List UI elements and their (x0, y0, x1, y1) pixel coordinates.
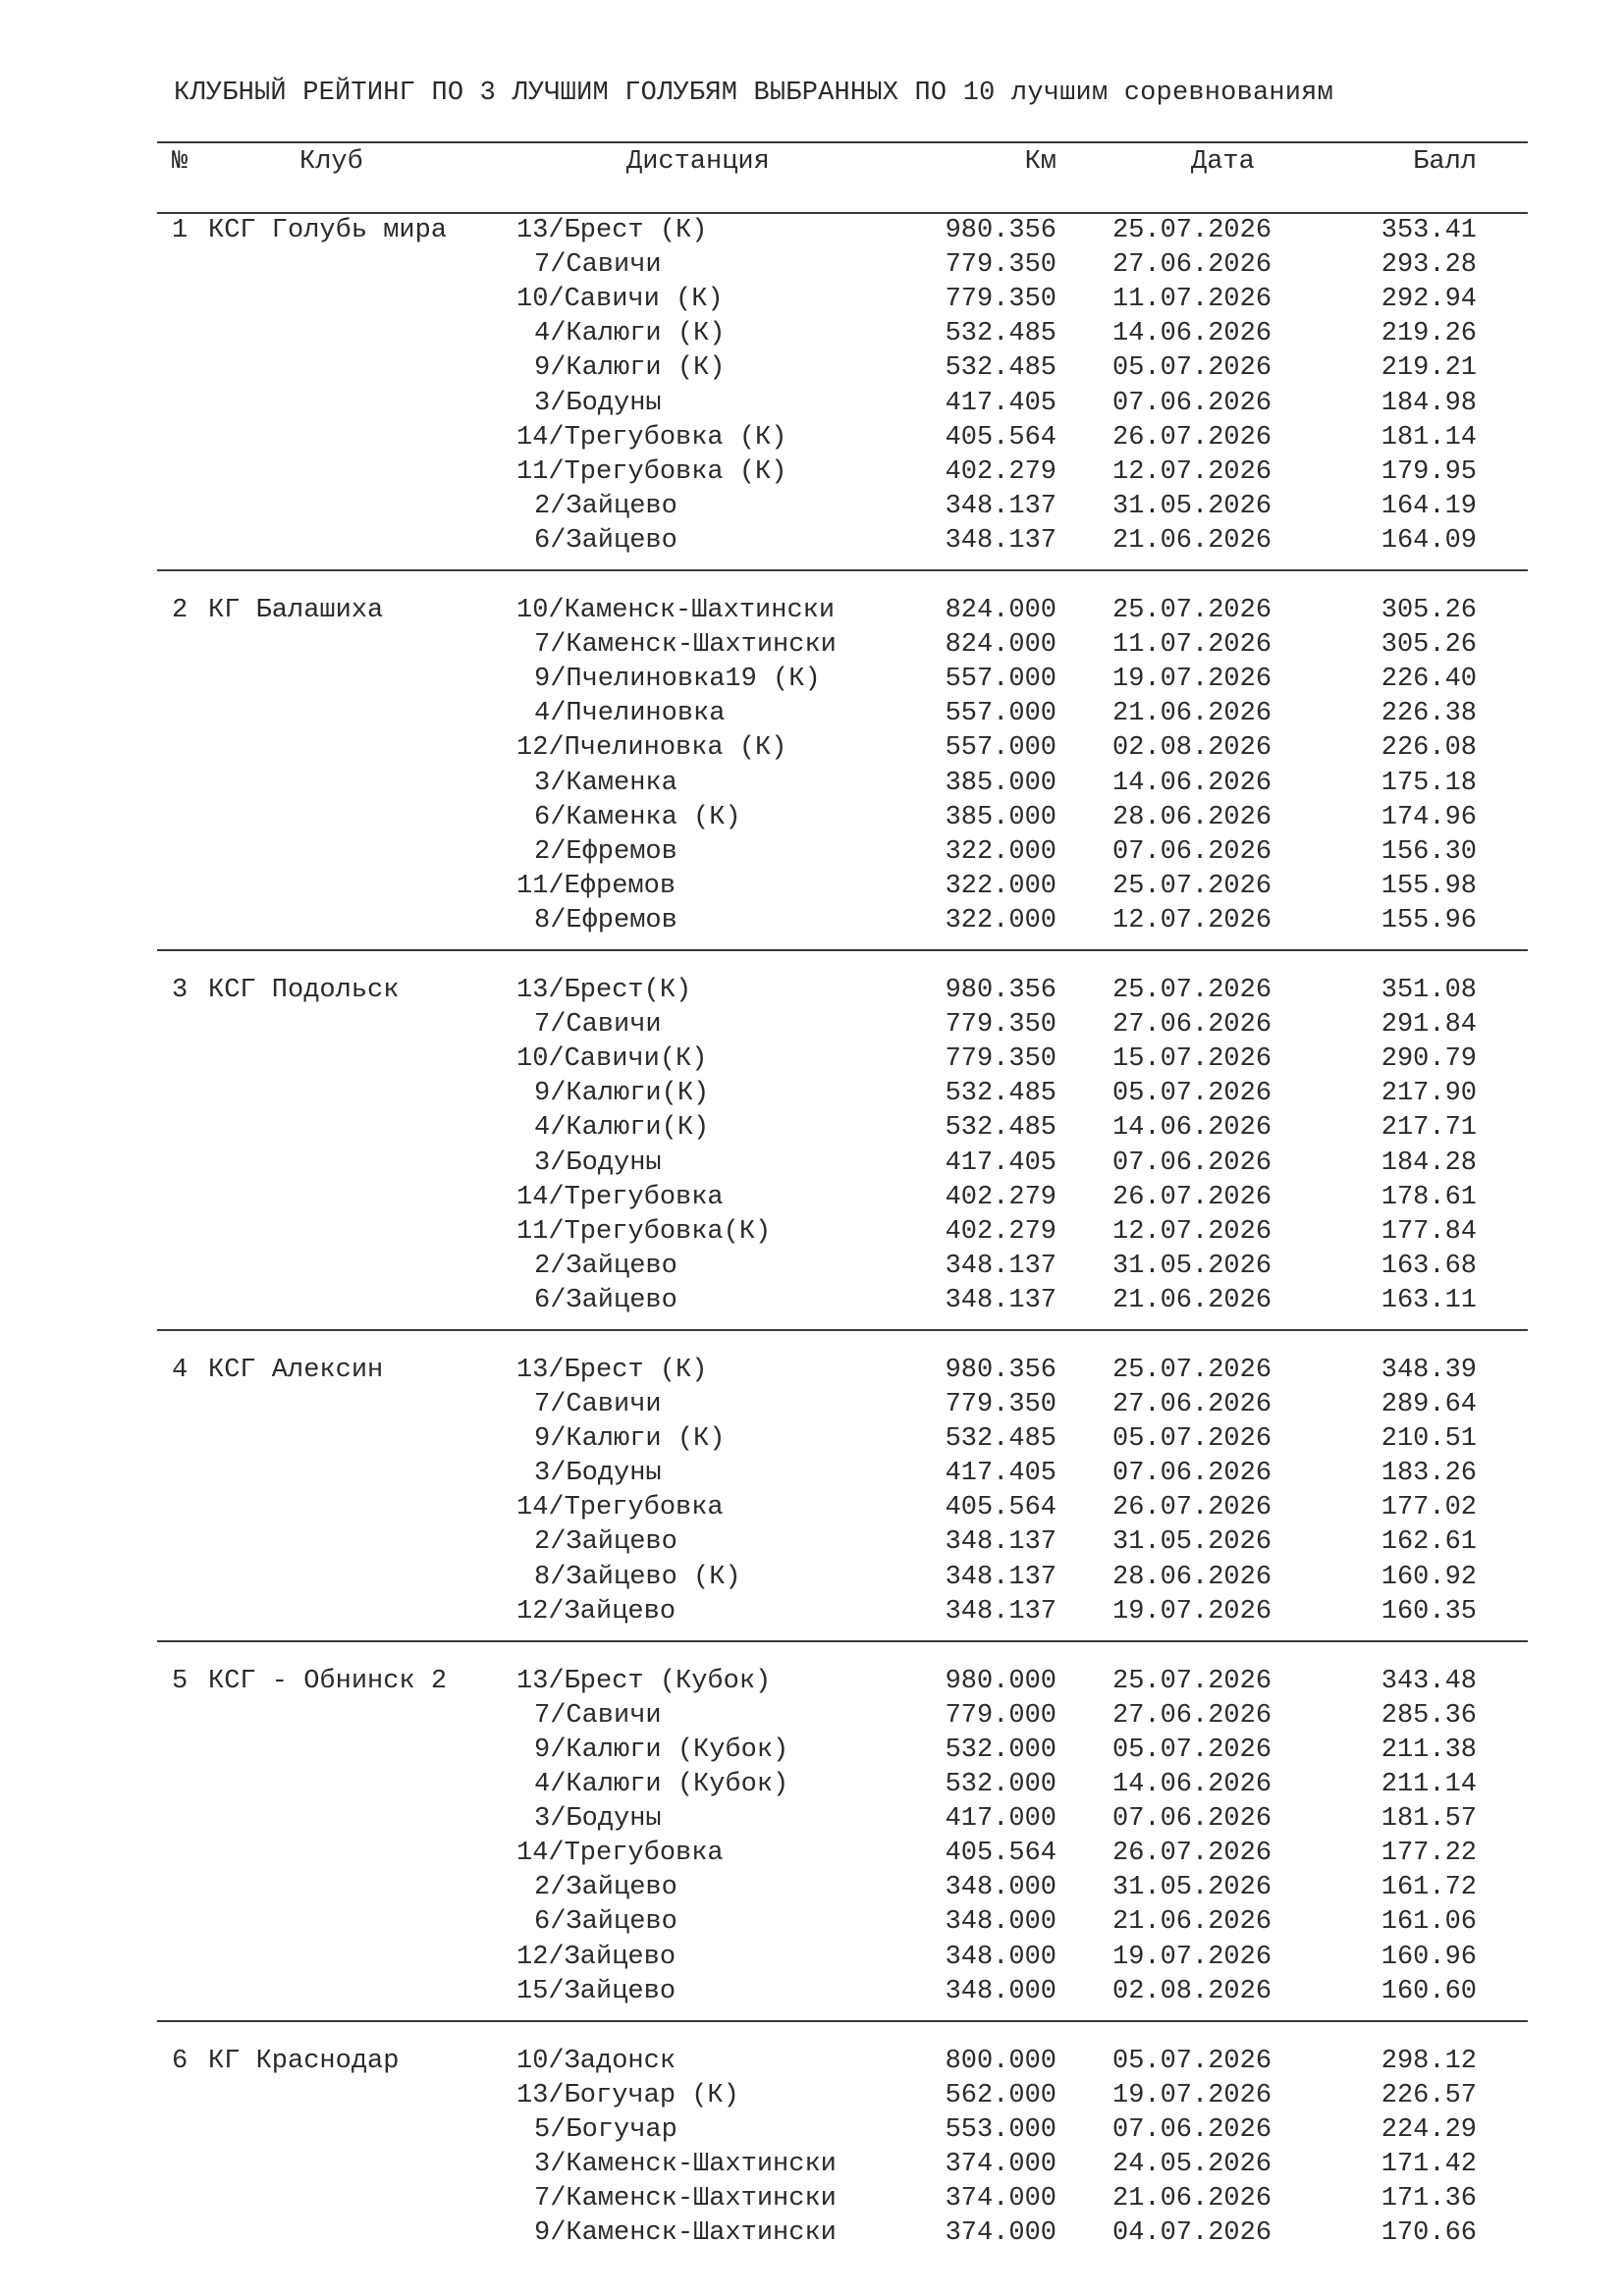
race-date: 02.08.2026 (1112, 1977, 1272, 2006)
table-row (0, 1943, 1624, 1977)
race-points: 155.98 (1380, 872, 1477, 901)
header-distance: Дистанция (626, 147, 770, 177)
race-points: 164.09 (1380, 526, 1477, 556)
race-km: 374.000 (945, 2150, 1056, 2179)
race-distance: 11/Трегубовка(К) (516, 1217, 772, 1247)
race-km: 348.000 (945, 1873, 1056, 1902)
race-distance: 9/Калюги (Кубок) (534, 1735, 789, 1765)
race-points: 211.14 (1380, 1770, 1477, 1799)
race-km: 557.000 (945, 699, 1056, 728)
race-date: 14.06.2026 (1112, 769, 1272, 798)
race-date: 21.06.2026 (1112, 2184, 1272, 2214)
race-points: 217.90 (1380, 1079, 1477, 1108)
race-points: 351.08 (1380, 976, 1477, 1005)
header-date: Дата (1191, 147, 1255, 177)
race-km: 348.137 (945, 1597, 1056, 1627)
race-km: 348.000 (945, 1977, 1056, 2006)
club-separator-rule (157, 1329, 1528, 1331)
race-distance: 7/Савичи (534, 250, 662, 280)
table-row (0, 1563, 1624, 1597)
race-distance: 2/Зайцево (534, 492, 677, 521)
table-row (0, 389, 1624, 423)
table-row (0, 665, 1624, 699)
race-distance: 3/Каменка (534, 769, 677, 798)
race-km: 417.000 (945, 1804, 1056, 1834)
race-points: 160.35 (1380, 1597, 1477, 1627)
race-km: 385.000 (945, 803, 1056, 832)
race-date: 19.07.2026 (1112, 665, 1272, 694)
race-points: 289.64 (1380, 1390, 1477, 1419)
race-points: 181.14 (1380, 423, 1477, 453)
table-row (0, 216, 1624, 250)
race-points: 219.26 (1380, 319, 1477, 348)
race-points: 305.26 (1380, 596, 1477, 625)
club-name: КСГ - Обнинск 2 (208, 1667, 448, 1696)
race-points: 161.72 (1380, 1873, 1477, 1902)
race-points: 217.71 (1380, 1113, 1477, 1143)
race-km: 779.350 (945, 1044, 1056, 1074)
race-km: 779.350 (945, 250, 1056, 280)
table-row (0, 1770, 1624, 1804)
table-row (0, 1597, 1624, 1631)
table-row (0, 1527, 1624, 1562)
table-row (0, 1286, 1624, 1320)
race-distance: 9/Калюги (К) (534, 353, 726, 383)
table-row (0, 630, 1624, 665)
race-date: 11.07.2026 (1112, 285, 1272, 314)
race-date: 12.07.2026 (1112, 1217, 1272, 1247)
race-km: 348.137 (945, 1252, 1056, 1281)
race-distance: 2/Зайцево (534, 1873, 677, 1902)
table-row (0, 319, 1624, 353)
club-name: КГ Балашиха (208, 596, 384, 625)
header-top-rule (157, 141, 1528, 143)
table-row (0, 2150, 1624, 2184)
race-points: 226.40 (1380, 665, 1477, 694)
race-distance: 13/Богучар (К) (516, 2081, 739, 2110)
race-km: 779.000 (945, 1701, 1056, 1731)
table-row (0, 353, 1624, 388)
race-distance: 8/Ефремов (534, 906, 677, 935)
race-date: 25.07.2026 (1112, 216, 1272, 245)
table-row (0, 1735, 1624, 1770)
race-date: 28.06.2026 (1112, 1563, 1272, 1592)
race-date: 25.07.2026 (1112, 1667, 1272, 1696)
race-date: 21.06.2026 (1112, 699, 1272, 728)
table-row (0, 1701, 1624, 1735)
report-title: КЛУБНЫЙ РЕЙТИНГ ПО 3 ЛУЧШИМ ГОЛУБЯМ ВЫБРАННЫХ ПО 10 лучшим соревнованиям (174, 79, 1333, 108)
race-km: 374.000 (945, 2218, 1056, 2248)
race-km: 532.485 (945, 1424, 1056, 1454)
club-rank: 4 (172, 1356, 189, 1385)
race-points: 179.95 (1380, 457, 1477, 487)
club-rank: 5 (172, 1667, 189, 1696)
race-distance: 3/Бодуны (534, 1148, 662, 1178)
race-distance: 10/Каменск-Шахтински (516, 596, 836, 625)
race-date: 26.07.2026 (1112, 423, 1272, 453)
race-date: 24.05.2026 (1112, 2150, 1272, 2179)
table-row (0, 2115, 1624, 2150)
table-row (0, 2047, 1624, 2081)
race-points: 293.28 (1380, 250, 1477, 280)
race-date: 21.06.2026 (1112, 1286, 1272, 1315)
race-date: 25.07.2026 (1112, 976, 1272, 1005)
race-distance: 14/Трегубовка (К) (516, 423, 787, 453)
race-km: 405.564 (945, 1493, 1056, 1522)
race-date: 19.07.2026 (1112, 2081, 1272, 2110)
table-row (0, 423, 1624, 457)
club-name: КГ Краснодар (208, 2047, 400, 2076)
club-name: КСГ Алексин (208, 1356, 384, 1385)
table-row (0, 1804, 1624, 1839)
table-row (0, 1839, 1624, 1873)
race-date: 31.05.2026 (1112, 1527, 1272, 1557)
race-points: 292.94 (1380, 285, 1477, 314)
race-km: 532.000 (945, 1770, 1056, 1799)
club-separator-rule (157, 949, 1528, 951)
race-points: 155.96 (1380, 906, 1477, 935)
table-row (0, 1113, 1624, 1148)
table-row (0, 2218, 1624, 2253)
table-row (0, 2184, 1624, 2218)
race-date: 14.06.2026 (1112, 319, 1272, 348)
race-date: 14.06.2026 (1112, 1113, 1272, 1143)
race-points: 181.57 (1380, 1804, 1477, 1834)
race-distance: 7/Савичи (534, 1390, 662, 1419)
race-distance: 9/Калюги(К) (534, 1079, 710, 1108)
race-date: 05.07.2026 (1112, 353, 1272, 383)
header-no: № (172, 147, 189, 177)
race-date: 27.06.2026 (1112, 1010, 1272, 1040)
table-row (0, 1079, 1624, 1113)
table-row (0, 837, 1624, 872)
race-points: 164.19 (1380, 492, 1477, 521)
race-points: 160.92 (1380, 1563, 1477, 1592)
race-km: 557.000 (945, 665, 1056, 694)
race-distance: 7/Савичи (534, 1701, 662, 1731)
race-distance: 13/Брест (К) (516, 216, 708, 245)
race-date: 07.06.2026 (1112, 1804, 1272, 1834)
race-km: 532.000 (945, 1735, 1056, 1765)
table-row (0, 872, 1624, 906)
race-date: 26.07.2026 (1112, 1493, 1272, 1522)
race-km: 348.137 (945, 1527, 1056, 1557)
table-row (0, 250, 1624, 285)
race-points: 160.96 (1380, 1943, 1477, 1972)
race-km: 800.000 (945, 2047, 1056, 2076)
table-row (0, 1873, 1624, 1907)
race-distance: 10/Савичи (К) (516, 285, 724, 314)
table-row (0, 492, 1624, 526)
table-row (0, 2081, 1624, 2115)
table-row (0, 1667, 1624, 1701)
race-distance: 14/Трегубовка (516, 1493, 724, 1522)
race-date: 02.08.2026 (1112, 733, 1272, 763)
table-row (0, 1252, 1624, 1286)
table-row (0, 1424, 1624, 1459)
race-date: 25.07.2026 (1112, 872, 1272, 901)
race-km: 779.350 (945, 1010, 1056, 1040)
club-rank: 6 (172, 2047, 189, 2076)
race-points: 226.08 (1380, 733, 1477, 763)
race-distance: 10/Задонск (516, 2047, 677, 2076)
race-distance: 13/Брест (Кубок) (516, 1667, 772, 1696)
race-date: 19.07.2026 (1112, 1943, 1272, 1972)
table-row (0, 1148, 1624, 1183)
race-points: 160.60 (1380, 1977, 1477, 2006)
race-km: 417.405 (945, 1148, 1056, 1178)
race-date: 25.07.2026 (1112, 596, 1272, 625)
table-row (0, 457, 1624, 492)
race-km: 348.000 (945, 1943, 1056, 1972)
race-date: 05.07.2026 (1112, 1079, 1272, 1108)
race-distance: 9/Пчелиновка19 (К) (534, 665, 821, 694)
race-distance: 4/Калюги (Кубок) (534, 1770, 789, 1799)
race-points: 177.84 (1380, 1217, 1477, 1247)
race-km: 980.356 (945, 216, 1056, 245)
race-km: 553.000 (945, 2115, 1056, 2145)
race-km: 348.137 (945, 1286, 1056, 1315)
race-date: 12.07.2026 (1112, 906, 1272, 935)
race-points: 211.38 (1380, 1735, 1477, 1765)
race-points: 156.30 (1380, 837, 1477, 867)
race-points: 226.57 (1380, 2081, 1477, 2110)
race-date: 31.05.2026 (1112, 1252, 1272, 1281)
race-km: 322.000 (945, 906, 1056, 935)
race-date: 27.06.2026 (1112, 1701, 1272, 1731)
club-separator-rule (157, 569, 1528, 571)
race-points: 353.41 (1380, 216, 1477, 245)
race-distance: 6/Каменка (К) (534, 803, 741, 832)
race-km: 779.350 (945, 285, 1056, 314)
club-separator-rule (157, 2020, 1528, 2022)
race-distance: 3/Бодуны (534, 1804, 662, 1834)
race-date: 28.06.2026 (1112, 803, 1272, 832)
header-club: Клуб (299, 147, 363, 177)
race-date: 07.06.2026 (1112, 837, 1272, 867)
race-km: 348.137 (945, 1563, 1056, 1592)
race-points: 171.36 (1380, 2184, 1477, 2214)
race-km: 532.485 (945, 1079, 1056, 1108)
race-distance: 2/Ефремов (534, 837, 677, 867)
race-distance: 13/Брест (К) (516, 1356, 708, 1385)
race-date: 31.05.2026 (1112, 1873, 1272, 1902)
club-rank: 2 (172, 596, 189, 625)
race-date: 15.07.2026 (1112, 1044, 1272, 1074)
race-date: 31.05.2026 (1112, 492, 1272, 521)
race-date: 05.07.2026 (1112, 2047, 1272, 2076)
race-date: 11.07.2026 (1112, 630, 1272, 660)
race-distance: 12/Зайцево (516, 1943, 677, 1972)
club-name: КСГ Голубь мира (208, 216, 448, 245)
table-row (0, 1493, 1624, 1527)
race-points: 291.84 (1380, 1010, 1477, 1040)
table-row (0, 1010, 1624, 1044)
table-row (0, 699, 1624, 733)
race-km: 402.279 (945, 1217, 1056, 1247)
race-points: 174.96 (1380, 803, 1477, 832)
race-km: 824.000 (945, 596, 1056, 625)
race-date: 12.07.2026 (1112, 457, 1272, 487)
race-distance: 10/Савичи(К) (516, 1044, 708, 1074)
table-row (0, 526, 1624, 561)
race-km: 779.350 (945, 1390, 1056, 1419)
table-row (0, 1183, 1624, 1217)
race-km: 824.000 (945, 630, 1056, 660)
table-row (0, 733, 1624, 768)
race-distance: 13/Брест(К) (516, 976, 692, 1005)
race-km: 980.000 (945, 1667, 1056, 1696)
table-row (0, 976, 1624, 1010)
table-row (0, 1977, 1624, 2011)
race-distance: 5/Богучар (534, 2115, 677, 2145)
table-row (0, 596, 1624, 630)
table-row (0, 769, 1624, 803)
race-points: 183.26 (1380, 1459, 1477, 1488)
race-distance: 2/Зайцево (534, 1252, 677, 1281)
race-points: 171.42 (1380, 2150, 1477, 2179)
race-date: 25.07.2026 (1112, 1356, 1272, 1385)
table-row (0, 1459, 1624, 1493)
race-points: 290.79 (1380, 1044, 1477, 1074)
race-km: 417.405 (945, 1459, 1056, 1488)
race-date: 05.07.2026 (1112, 1735, 1272, 1765)
race-date: 14.06.2026 (1112, 1770, 1272, 1799)
race-points: 170.66 (1380, 2218, 1477, 2248)
race-km: 532.485 (945, 353, 1056, 383)
race-date: 27.06.2026 (1112, 250, 1272, 280)
table-row (0, 1217, 1624, 1252)
race-points: 175.18 (1380, 769, 1477, 798)
race-points: 178.61 (1380, 1183, 1477, 1212)
race-km: 402.279 (945, 457, 1056, 487)
header-bottom-rule (157, 212, 1528, 214)
race-distance: 11/Ефремов (516, 872, 677, 901)
race-distance: 15/Зайцево (516, 1977, 677, 2006)
race-distance: 6/Зайцево (534, 526, 677, 556)
race-distance: 3/Бодуны (534, 1459, 662, 1488)
race-distance: 4/Пчелиновка (534, 699, 726, 728)
race-distance: 14/Трегубовка (516, 1839, 724, 1868)
race-points: 162.61 (1380, 1527, 1477, 1557)
race-date: 07.06.2026 (1112, 2115, 1272, 2145)
race-km: 417.405 (945, 389, 1056, 418)
race-distance: 7/Каменск-Шахтински (534, 630, 837, 660)
race-points: 343.48 (1380, 1667, 1477, 1696)
race-points: 163.68 (1380, 1252, 1477, 1281)
race-date: 04.07.2026 (1112, 2218, 1272, 2248)
header-points: Балл (1413, 147, 1477, 177)
race-points: 298.12 (1380, 2047, 1477, 2076)
race-date: 26.07.2026 (1112, 1839, 1272, 1868)
race-distance: 6/Зайцево (534, 1907, 677, 1937)
race-distance: 3/Каменск-Шахтински (534, 2150, 837, 2179)
race-points: 177.22 (1380, 1839, 1477, 1868)
race-points: 184.28 (1380, 1148, 1477, 1178)
table-row (0, 1356, 1624, 1390)
race-km: 348.137 (945, 526, 1056, 556)
table-row (0, 1907, 1624, 1942)
race-points: 226.38 (1380, 699, 1477, 728)
race-km: 322.000 (945, 837, 1056, 867)
race-date: 26.07.2026 (1112, 1183, 1272, 1212)
race-km: 374.000 (945, 2184, 1056, 2214)
race-distance: 14/Трегубовка (516, 1183, 724, 1212)
race-km: 348.000 (945, 1907, 1056, 1937)
race-km: 385.000 (945, 769, 1056, 798)
race-distance: 12/Пчелиновка (К) (516, 733, 787, 763)
table-row (0, 906, 1624, 940)
race-km: 562.000 (945, 2081, 1056, 2110)
race-km: 557.000 (945, 733, 1056, 763)
race-km: 322.000 (945, 872, 1056, 901)
race-points: 348.39 (1380, 1356, 1477, 1385)
race-date: 07.06.2026 (1112, 1459, 1272, 1488)
race-km: 402.279 (945, 1183, 1056, 1212)
race-date: 07.06.2026 (1112, 1148, 1272, 1178)
club-separator-rule (157, 1640, 1528, 1642)
club-rank: 1 (172, 216, 189, 245)
race-distance: 8/Зайцево (К) (534, 1563, 741, 1592)
race-distance: 3/Бодуны (534, 389, 662, 418)
race-km: 980.356 (945, 976, 1056, 1005)
race-points: 224.29 (1380, 2115, 1477, 2145)
race-date: 27.06.2026 (1112, 1390, 1272, 1419)
race-date: 19.07.2026 (1112, 1597, 1272, 1627)
table-row (0, 285, 1624, 319)
race-points: 219.21 (1380, 353, 1477, 383)
race-points: 161.06 (1380, 1907, 1477, 1937)
race-distance: 4/Калюги (К) (534, 319, 726, 348)
race-distance: 7/Савичи (534, 1010, 662, 1040)
race-km: 980.356 (945, 1356, 1056, 1385)
table-row (0, 1044, 1624, 1079)
race-distance: 11/Трегубовка (К) (516, 457, 787, 487)
race-distance: 7/Каменск-Шахтински (534, 2184, 837, 2214)
race-distance: 6/Зайцево (534, 1286, 677, 1315)
table-row (0, 1390, 1624, 1424)
race-distance: 12/Зайцево (516, 1597, 677, 1627)
race-km: 405.564 (945, 1839, 1056, 1868)
race-km: 532.485 (945, 319, 1056, 348)
club-rank: 3 (172, 976, 189, 1005)
race-points: 210.51 (1380, 1424, 1477, 1454)
race-points: 184.98 (1380, 389, 1477, 418)
race-distance: 2/Зайцево (534, 1527, 677, 1557)
club-name: КСГ Подольск (208, 976, 400, 1005)
race-distance: 9/Каменск-Шахтински (534, 2218, 837, 2248)
race-date: 05.07.2026 (1112, 1424, 1272, 1454)
race-distance: 4/Калюги(К) (534, 1113, 710, 1143)
race-points: 285.36 (1380, 1701, 1477, 1731)
race-km: 405.564 (945, 423, 1056, 453)
race-points: 305.26 (1380, 630, 1477, 660)
race-date: 21.06.2026 (1112, 526, 1272, 556)
race-km: 532.485 (945, 1113, 1056, 1143)
race-km: 348.137 (945, 492, 1056, 521)
race-points: 163.11 (1380, 1286, 1477, 1315)
table-row (0, 803, 1624, 837)
race-date: 21.06.2026 (1112, 1907, 1272, 1937)
race-distance: 9/Калюги (К) (534, 1424, 726, 1454)
race-points: 177.02 (1380, 1493, 1477, 1522)
header-km: Км (1024, 147, 1056, 177)
race-date: 07.06.2026 (1112, 389, 1272, 418)
